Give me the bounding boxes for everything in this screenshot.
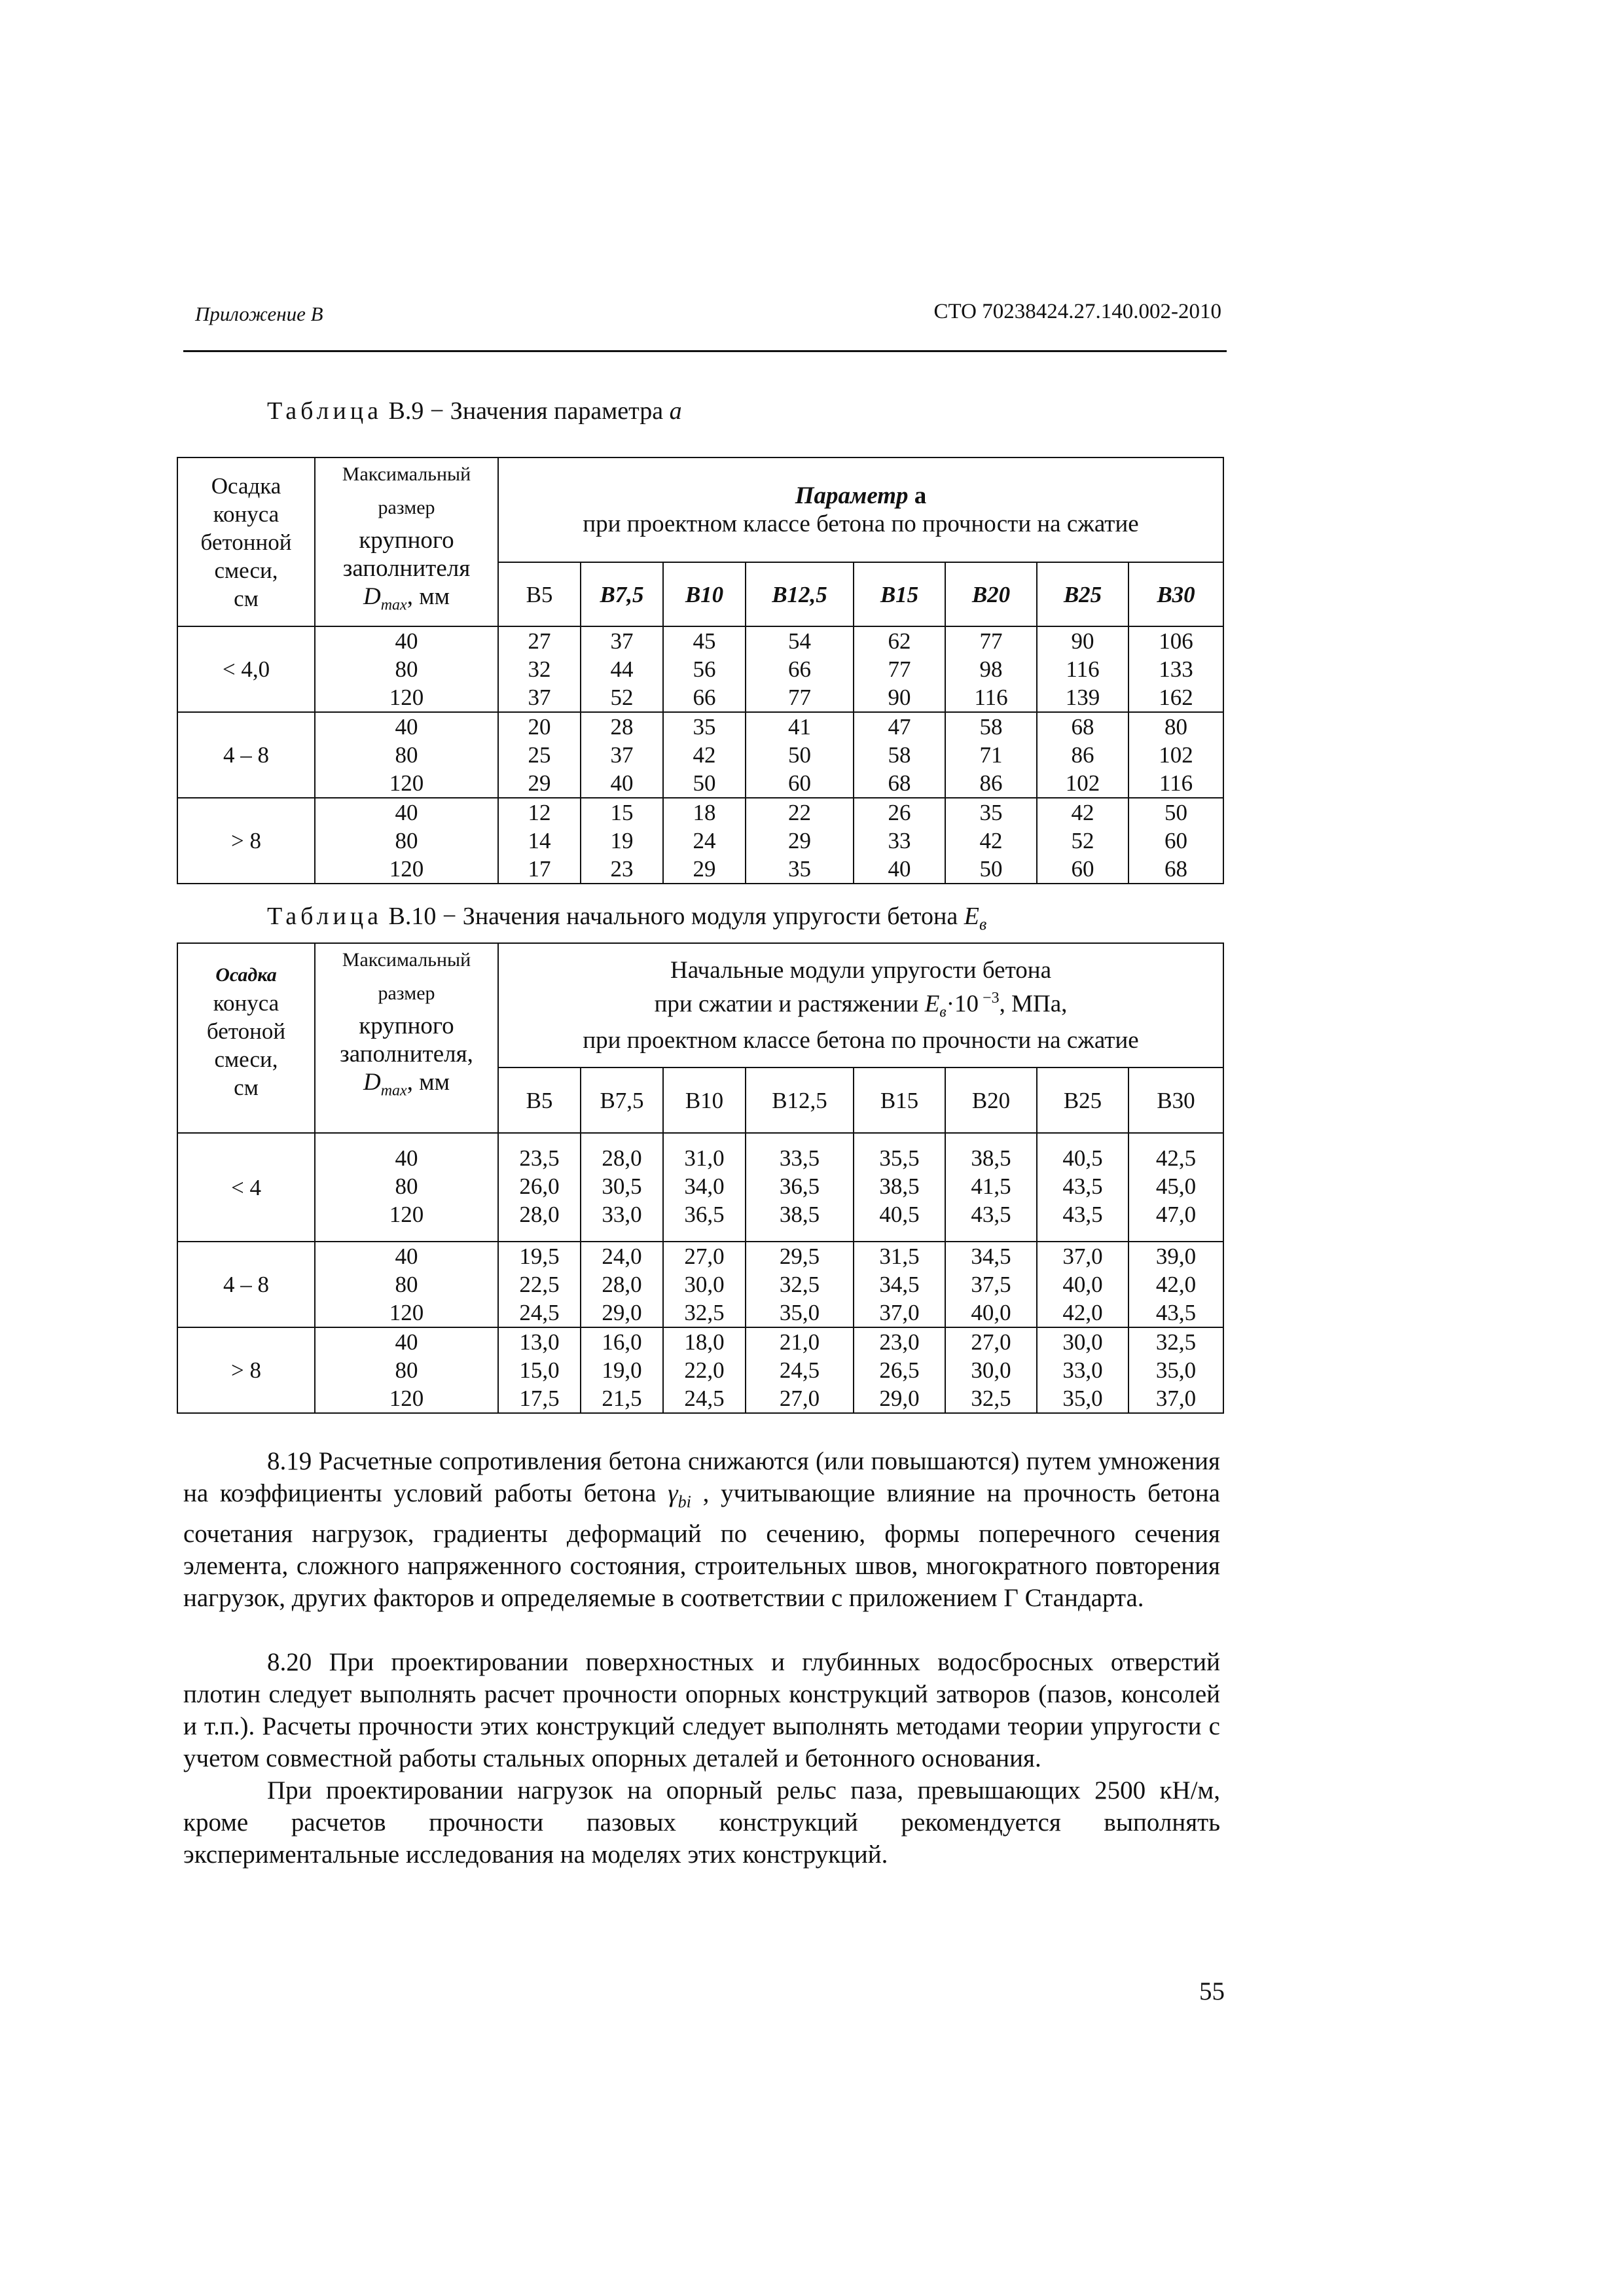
value-cell: 18 24 29: [663, 798, 746, 884]
value-cell: 32,5 35,0 37,0: [1128, 1327, 1223, 1413]
value-cell: 19,5 22,5 24,5: [498, 1242, 581, 1327]
slump-cell: 4 – 8: [177, 712, 315, 798]
table10-class-header: В30: [1128, 1067, 1223, 1133]
table9-param-header: Параметр а при проектном классе бетона по прочности на сжатие: [498, 457, 1223, 562]
value-cell: 35 42 50: [663, 712, 746, 798]
table10-size-header: Максимальный размер крупного заполнителя, $D_{max}$, мм: [315, 943, 498, 1133]
size-cell: 40 80 120: [315, 626, 498, 712]
value-cell: 13,0 15,0 17,5: [498, 1327, 581, 1413]
table10-modulus-header: Начальные модули упругости бетона при сжатии и растяжении $Е_в\cdot 10$ $^{-3}$, МПа, при проектном классе бетона по прочности на сжатие: [498, 943, 1223, 1067]
value-cell: 35 42 50: [945, 798, 1037, 884]
value-cell: 29,5 32,5 35,0: [746, 1242, 854, 1327]
table10-class-header: В20: [945, 1067, 1037, 1133]
table9-class-header: В10: [663, 562, 746, 626]
value-cell: 23,5 26,0 28,0: [498, 1133, 581, 1242]
table9-class-header: В25: [1037, 562, 1128, 626]
value-cell: 90 116 139: [1037, 626, 1128, 712]
value-cell: 40,5 43,5 43,5: [1037, 1133, 1128, 1242]
table10-class-header: В10: [663, 1067, 746, 1133]
table-row: [177, 798, 1223, 884]
value-cell: 38,5 41,5 43,5: [945, 1133, 1037, 1242]
slump-cell: > 8: [177, 798, 315, 884]
value-cell: 50 60 68: [1128, 798, 1223, 884]
table9-class-header: В20: [945, 562, 1037, 626]
value-cell: 12 14 17: [498, 798, 581, 884]
slump-cell: < 4,0: [177, 626, 315, 712]
size-cell: 40 80 120: [315, 798, 498, 884]
value-cell: 27,0 30,0 32,5: [663, 1242, 746, 1327]
table-row: [177, 1327, 1223, 1413]
value-cell: 58 71 86: [945, 712, 1037, 798]
page-number: 55: [1199, 1977, 1225, 2005]
size-cell: 40 80 120: [315, 712, 498, 798]
value-cell: 106 133 162: [1128, 626, 1223, 712]
table10-class-header: В12,5: [746, 1067, 854, 1133]
value-cell: 24,0 28,0 29,0: [581, 1242, 663, 1327]
value-cell: 37 44 52: [581, 626, 663, 712]
table9-size-header: Максимальный размер крупного заполнителя $D_{max}$, мм: [315, 457, 498, 626]
table10-slump-header: Осадка конуса бетоной смеси, см: [177, 943, 315, 1133]
table9-caption: Таблица В.9 − Значения параметра a: [267, 397, 682, 425]
size-cell: 40 80 120: [315, 1242, 498, 1327]
value-cell: 68 86 102: [1037, 712, 1128, 798]
table-row: [177, 1242, 1223, 1327]
appendix-label: Приложение В: [195, 302, 323, 325]
header-rule: [183, 350, 1227, 352]
value-cell: 31,5 34,5 37,0: [854, 1242, 945, 1327]
table10-class-header: В5: [498, 1067, 581, 1133]
value-cell: 39,0 42,0 43,5: [1128, 1242, 1223, 1327]
value-cell: 26 33 40: [854, 798, 945, 884]
table9-slump-header: Осадка конуса бетонной смеси, см: [177, 457, 315, 626]
table9-class-header: В7,5: [581, 562, 663, 626]
paragraph-8-19: 8.19 Расчетные сопротивления бетона снижаются (или повышаются) путем умножения на коэффициенты условий работы бетона $\gamma_{bi}$ , учитывающие влияние на прочность бетона сочетания нагрузок, градиенты деформаций по сечению, формы поперечного сечения элемента, сложного напряженного состояния, строительных швов, многократного повторения нагрузок, других факторов и определяемые в соответствии с приложением Г Стандарта.: [183, 1447, 1220, 1612]
value-cell: 37,0 40,0 42,0: [1037, 1242, 1128, 1327]
value-cell: 42 52 60: [1037, 798, 1128, 884]
table9-class-header: В12,5: [746, 562, 854, 626]
table-b10: [177, 942, 1224, 1414]
body-text: [183, 1445, 1220, 1871]
value-cell: 18,0 22,0 24,5: [663, 1327, 746, 1413]
value-cell: 30,0 33,0 35,0: [1037, 1327, 1128, 1413]
table9-class-header: В5: [498, 562, 581, 626]
value-cell: 54 66 77: [746, 626, 854, 712]
value-cell: 27,0 30,0 32,5: [945, 1327, 1037, 1413]
value-cell: 35,5 38,5 40,5: [854, 1133, 945, 1242]
value-cell: 31,0 34,0 36,5: [663, 1133, 746, 1242]
table10-caption: Таблица В.10 − Значения начального модуля упругости бетона $Е_в$: [267, 903, 987, 934]
value-cell: 15 19 23: [581, 798, 663, 884]
table-row: [177, 712, 1223, 798]
value-cell: 33,5 36,5 38,5: [746, 1133, 854, 1242]
paragraph-8-20-continued: При проектировании нагрузок на опорный рельс паза, превышающих 2500 кН/м, кроме расчетов прочности пазовых конструкций рекомендуется выполнять экспериментальные исследования на моделях этих конструкций.: [183, 1776, 1220, 1869]
value-cell: 77 98 116: [945, 626, 1037, 712]
value-cell: 28,0 30,5 33,0: [581, 1133, 663, 1242]
value-cell: 16,0 19,0 21,5: [581, 1327, 663, 1413]
table-row: [177, 626, 1223, 712]
value-cell: 42,5 45,0 47,0: [1128, 1133, 1223, 1242]
value-cell: 45 56 66: [663, 626, 746, 712]
value-cell: 41 50 60: [746, 712, 854, 798]
table-row: [177, 1133, 1223, 1242]
value-cell: 28 37 40: [581, 712, 663, 798]
table-b9: [177, 457, 1224, 884]
table10-class-header: В15: [854, 1067, 945, 1133]
slump-cell: 4 – 8: [177, 1242, 315, 1327]
table9-class-header: В30: [1128, 562, 1223, 626]
value-cell: 47 58 68: [854, 712, 945, 798]
table9-class-header: В15: [854, 562, 945, 626]
value-cell: 80 102 116: [1128, 712, 1223, 798]
value-cell: 23,0 26,5 29,0: [854, 1327, 945, 1413]
slump-cell: > 8: [177, 1327, 315, 1413]
value-cell: 34,5 37,5 40,0: [945, 1242, 1037, 1327]
value-cell: 21,0 24,5 27,0: [746, 1327, 854, 1413]
document-code: СТО 70238424.27.140.002-2010: [933, 300, 1221, 323]
slump-cell: < 4: [177, 1133, 315, 1242]
value-cell: 62 77 90: [854, 626, 945, 712]
value-cell: 20 25 29: [498, 712, 581, 798]
size-cell: 40 80 120: [315, 1133, 498, 1242]
paragraph-8-20: 8.20 При проектировании поверхностных и глубинных водосбросных отверстий плотин следует выполнять расчет прочности опорных конструкций затворов (пазов, консолей и т.п.). Расчеты прочности этих конструкций следует выполнять методами теории упругости с учетом совместной работы стальных опорных деталей и бетонного основания.: [183, 1647, 1220, 1772]
value-cell: 27 32 37: [498, 626, 581, 712]
value-cell: 22 29 35: [746, 798, 854, 884]
table10-class-header: В7,5: [581, 1067, 663, 1133]
size-cell: 40 80 120: [315, 1327, 498, 1413]
table10-class-header: В25: [1037, 1067, 1128, 1133]
